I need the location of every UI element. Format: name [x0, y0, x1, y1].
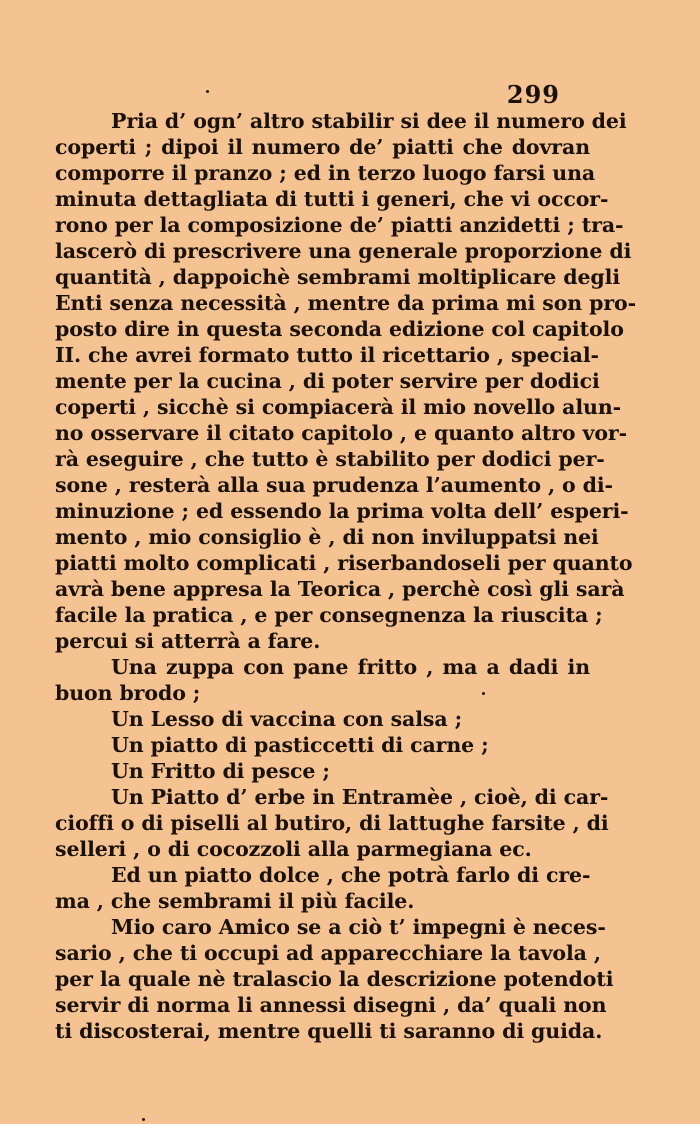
text-line: facile la pratica , e per consegnenza la riuscita ;	[55, 603, 603, 627]
text-line: Ed un piatto dolce , che potrà farlo di cre-	[111, 863, 591, 887]
text-line: Un piatto di pasticcetti di carne ;	[111, 733, 489, 757]
text-line: coperti ; dipoi il numero de’ piatti che dovran	[55, 135, 590, 159]
text-line: Un Fritto di pesce ;	[111, 759, 330, 783]
text-line: rono per la composizione de’ piatti anzidetti ; tra-	[55, 213, 624, 237]
text-line: cioffi o di piselli al butiro, di lattughe farsite , di	[55, 811, 609, 835]
text-line: II. che avrei formato tutto il ricettario , special-	[55, 343, 599, 367]
text-line: minuta dettagliata di tutti i generi, che vi occor-	[55, 187, 609, 211]
text-line: no osservare il citato capitolo , e quanto altro vor-	[55, 421, 628, 445]
text-line: Pria d’ ogn’ altro stabilir si dee il numero dei	[111, 109, 627, 133]
text-line: avrà bene appresa la Teorica , perchè così gli sarà	[55, 577, 625, 601]
text-line: quantità , dappoichè sembrami moltiplicare degli	[55, 265, 621, 289]
body-text	[55, 108, 637, 1044]
page-number: 299	[506, 80, 560, 109]
text-line: piatti molto complicati , riserbandoseli per quanto	[55, 551, 633, 575]
text-line: percui si atterrà a fare.	[55, 629, 321, 653]
text-line: sario , che ti occupi ad apparecchiare la tavola ,	[55, 941, 601, 965]
text-line: buon brodo ;	[55, 681, 201, 705]
text-line: ti discosterai, mentre quelli ti saranno di guida.	[55, 1019, 603, 1043]
text-line: coperti , sicchè si compiacerà il mio novello alun-	[55, 395, 622, 419]
text-line: posto dire in questa seconda edizione col capitolo	[55, 317, 624, 341]
text-line: Un Piatto d’ erbe in Entramèe , cioè, di car-	[111, 785, 609, 809]
text-line: sone , resterà alla sua prudenza l’aumento , o di-	[55, 473, 613, 497]
ink-speck	[482, 692, 485, 695]
text-line: mente per la cucina , di poter servire per dodici	[55, 369, 600, 393]
text-line: comporre il pranzo ; ed in terzo luogo farsi una	[55, 161, 596, 185]
text-line: minuzione ; ed essendo la prima volta dell’ esperi-	[55, 499, 629, 523]
text-line: rà eseguire , che tutto è stabilito per dodici per-	[55, 447, 605, 471]
text-line: Un Lesso di vaccina con salsa ;	[111, 707, 463, 731]
text-line: mento , mio consiglio è , di non inviluppatsi nei	[55, 525, 599, 549]
text-line: servir di norma li annessi disegni , da’ quali non	[55, 993, 607, 1017]
ink-speck	[142, 1118, 145, 1121]
text-line: Mio caro Amico se a ciò t’ impegni è neces-	[111, 915, 606, 939]
text-line: Enti senza necessità , mentre da prima mi son pro-	[55, 291, 637, 315]
text-line: per la quale nè tralascio la descrizione potendoti	[55, 967, 614, 991]
text-line: selleri , o di cocozzoli alla parmegiana ec.	[55, 837, 532, 861]
text-line: ma , che sembrami il più facile.	[55, 889, 415, 913]
ink-speck	[206, 90, 209, 93]
text-line: lascerò di prescrivere una generale proporzione di	[55, 239, 632, 263]
text-line: Una zuppa con pane fritto , ma a dadi in	[111, 655, 590, 679]
